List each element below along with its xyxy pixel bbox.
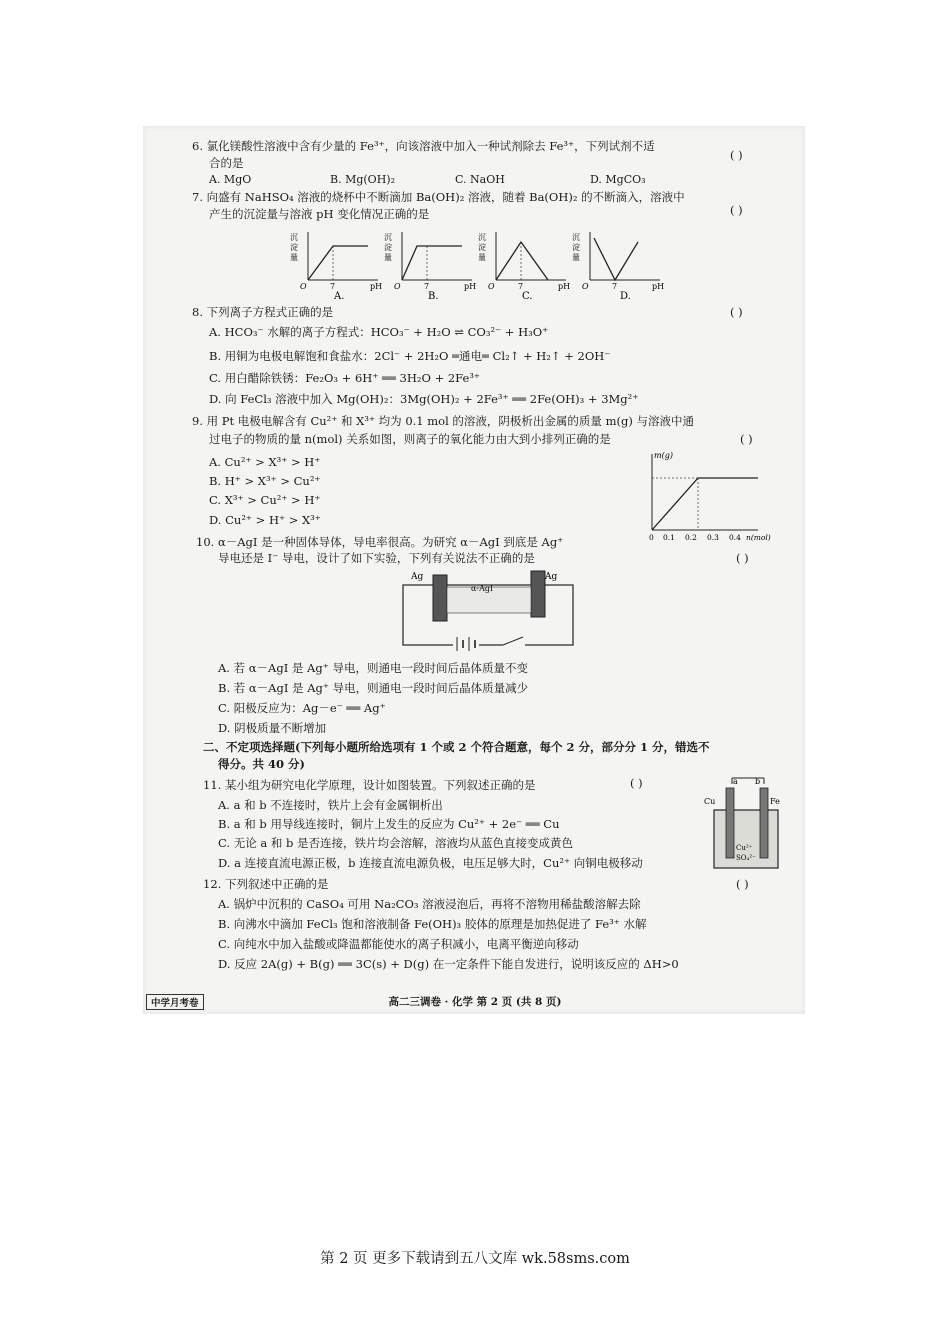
q8-option-c: C. 用白醋除铁锈：Fe₂O₃ + 6H⁺ ══ 3H₂O + 2Fe³⁺ [209,371,481,385]
q8-option-b: B. 用铜为电极电解饱和食盐水：2Cl⁻ + 2H₂O ═通电═ Cl₂↑ + H₂↑ + 2OH⁻ [209,349,611,363]
q12-line1: 12. 下列叙述中正确的是 [203,877,329,891]
section2-desc2: 得分。共 40 分) [218,757,305,771]
q12-answer-paren: ( ) [736,877,749,891]
q6-answer-paren: ( ) [730,148,743,162]
q6-option-c: C. NaOH [455,173,505,186]
q7-b-label: B. [428,291,439,300]
q8-answer-paren: ( ) [730,305,743,319]
q7-a-ylabel-3: 量 [290,253,298,262]
q10-option-b: B. 若 α－AgI 是 Ag⁺ 导电，则通电一段时间后晶体质量减少 [218,681,529,695]
q7-a-label: A. [334,291,345,300]
q7-b-ylabel-2: 淀 [384,243,392,252]
q10-option-a: A. 若 α－AgI 是 Ag⁺ 导电，则通电一段时间后晶体质量不变 [218,661,528,675]
q12-option-a: A. 锅炉中沉积的 CaSO₄ 可用 Na₂CO₃ 溶液浸泡后，再将不溶物用稀盐酸溶解去除 [218,897,641,911]
q9-option-a: A. Cu²⁺ > X³⁺ > H⁺ [209,455,321,469]
q9-tick-2: 0.2 [685,533,697,542]
q10-electrode-right: Ag [545,572,558,582]
q7-a-ylabel-1: 沉 [290,233,298,242]
q9-mass-graph [640,448,780,544]
section2-desc1: (下列每小题所给选项有 1 个或 2 个符合题意，每个 2 分，部分分 1 分，错选不 [295,740,710,754]
q7-a-ylabel-2: 淀 [290,243,298,252]
q7-c-tick: 7 [518,282,524,291]
q7-c-xlabel: pH [558,282,571,291]
section2-title: 二、不定项选择题 [203,740,295,754]
q11-line1: 11. 某小组为研究电化学原理，设计如图装置。下列叙述正确的是 [203,778,536,792]
q7-d-tick: 7 [612,282,618,291]
q12-option-b: B. 向沸水中滴加 FeCl₃ 饱和溶液制备 Fe(OH)₃ 胶体的原理是加热促进了 Fe³⁺ 水解 [218,917,647,931]
q9-option-b: B. H⁺ > X³⁺ > Cu²⁺ [209,474,321,488]
q10-electrode-left: Ag [411,572,424,582]
q11-label-fe: Fe [770,797,780,806]
exam-page-number: 高二三调卷 · 化学 第 2 页 (共 8 页) [388,996,562,1008]
q8-option-d: D. 向 FeCl₃ 溶液中加入 Mg(OH)₂：3Mg(OH)₂ + 2Fe³⁺ ══ 2Fe(OH)₃ + 3Mg²⁺ [209,392,639,406]
q10-option-c: C. 阳极反应为：Ag－e⁻ ══ Ag⁺ [218,701,386,715]
q9-tick-4: 0.4 [729,533,741,542]
q11-option-b: B. a 和 b 用导线连接时，铜片上发生的反应为 Cu²⁺ + 2e⁻ ══ Cu [218,817,560,831]
q11-label-ion: Cu²⁺ [736,844,753,852]
section2-heading [203,740,709,754]
q12-option-c: C. 向纯水中加入盐酸或降温都能使水的离子积减小，电离平衡逆向移动 [218,937,579,951]
q7-a-origin: O [300,282,307,291]
q7-b-xlabel: pH [464,282,477,291]
q7-b-ylabel-3: 量 [384,253,392,262]
q6-line2: 合的是 [209,156,244,170]
q7-c-label: C. [522,291,533,300]
q9-answer-paren: ( ) [740,432,753,446]
q6-option-d: D. MgCO₃ [590,173,646,186]
q7-d-xlabel: pH [652,282,665,291]
q7-line1: 7. 向盛有 NaHSO₄ 溶液的烧杯中不断滴加 Ba(OH)₂ 溶液，随着 Ba(OH)₂ 的不断滴入，溶液中 [192,190,685,204]
q10-answer-paren: ( ) [736,551,749,565]
q11-label-so4: SO₄²⁻ [736,854,756,862]
q7-c-ylabel-2: 淀 [478,243,486,252]
q7-graphs [280,228,680,300]
q7-graph-a [290,232,382,300]
q7-c-ylabel-3: 量 [478,253,486,262]
q11-label-b: b [755,777,761,786]
q11-option-c: C. 无论 a 和 b 是否连接，铁片均会溶解，溶液均从蓝色直接变成黄色 [218,836,574,850]
q7-d-ylabel-2: 淀 [572,243,580,252]
q8-line1: 8. 下列离子方程式正确的是 [192,305,334,319]
q10-line1: 10. α－AgI 是一种固体导体，导电率很高。为研究 α－AgI 到底是 Ag⁺ [196,535,564,549]
q10-crystal-label: α-AgI [471,584,494,593]
q9-option-c: C. X³⁺ > Cu²⁺ > H⁺ [209,493,321,507]
q7-answer-paren: ( ) [730,203,743,217]
q7-c-ylabel-1: 沉 [478,233,486,242]
q7-d-ylabel-3: 量 [572,253,580,262]
q7-line2: 产生的沉淀量与溶液 pH 变化情况正确的是 [209,207,430,221]
q7-graph-b [384,232,476,300]
q7-a-xlabel: pH [370,282,383,291]
q7-d-ylabel-1: 沉 [572,233,580,242]
q6-option-a: A. MgO [209,173,252,186]
q9-tick-0: 0 [649,533,654,542]
q7-a-tick: 7 [330,282,336,291]
q7-graph-d [572,232,664,300]
q11-option-d: D. a 连接直流电源正极，b 连接直流电源负极，电压足够大时，Cu²⁺ 向铜电极移动 [218,856,643,870]
q7-d-label: D. [620,291,631,300]
q7-graph-c [478,232,570,300]
q9-line2: 过电子的物质的量 n(mol) 关系如图，则离子的氧化能力由大到小排列正确的是 [209,432,611,446]
q8-option-a: A. HCO₃⁻ 水解的离子方程式：HCO₃⁻ + H₂O ⇌ CO₃²⁻ + H₃O⁺ [209,325,549,339]
q9-option-d: D. Cu²⁺ > H⁺ > X³⁺ [209,513,321,527]
q10-line2: 导电还是 I⁻ 导电，设计了如下实验，下列有关说法不正确的是 [218,551,535,565]
q11-label-a: a [733,777,738,786]
q11-option-a: A. a 和 b 不连接时，铁片上会有金属铜析出 [218,798,443,812]
q9-graph-xlabel: n(mol) [746,533,771,542]
q11-label-cu: Cu [704,797,716,806]
q11-apparatus [700,774,792,874]
download-footer: 第 2 页 更多下载请到五八文库 wk.58sms.com [320,1251,630,1267]
q11-answer-paren: ( ) [630,776,643,790]
q9-tick-3: 0.3 [707,533,719,542]
q7-b-ylabel-1: 沉 [384,233,392,242]
q7-b-origin: O [394,282,401,291]
q6-line1: 6. 氯化镁酸性溶液中含有少量的 Fe³⁺，向该溶液中加入一种试剂除去 Fe³⁺，下列试剂不适 [192,139,655,153]
q9-graph-ylabel: m(g) [654,451,673,460]
q12-option-d: D. 反应 2A(g) + B(g) ══ 3C(s) + D(g) 在一定条件下能自发进行，说明该反应的 ΔH>0 [218,957,679,971]
q7-d-origin: O [582,282,589,291]
q9-tick-1: 0.1 [663,533,675,542]
q10-option-d: D. 阴极质量不断增加 [218,721,327,735]
exam-tag: 中学月考卷 [146,994,204,1010]
q7-b-tick: 7 [424,282,430,291]
q6-option-b: B. Mg(OH)₂ [330,173,395,186]
q9-line1: 9. 用 Pt 电极电解含有 Cu²⁺ 和 X³⁺ 均为 0.1 mol 的溶液，阴极析出金属的质量 m(g) 与溶液中通 [192,414,694,428]
q10-circuit [395,565,585,651]
q7-c-origin: O [488,282,495,291]
